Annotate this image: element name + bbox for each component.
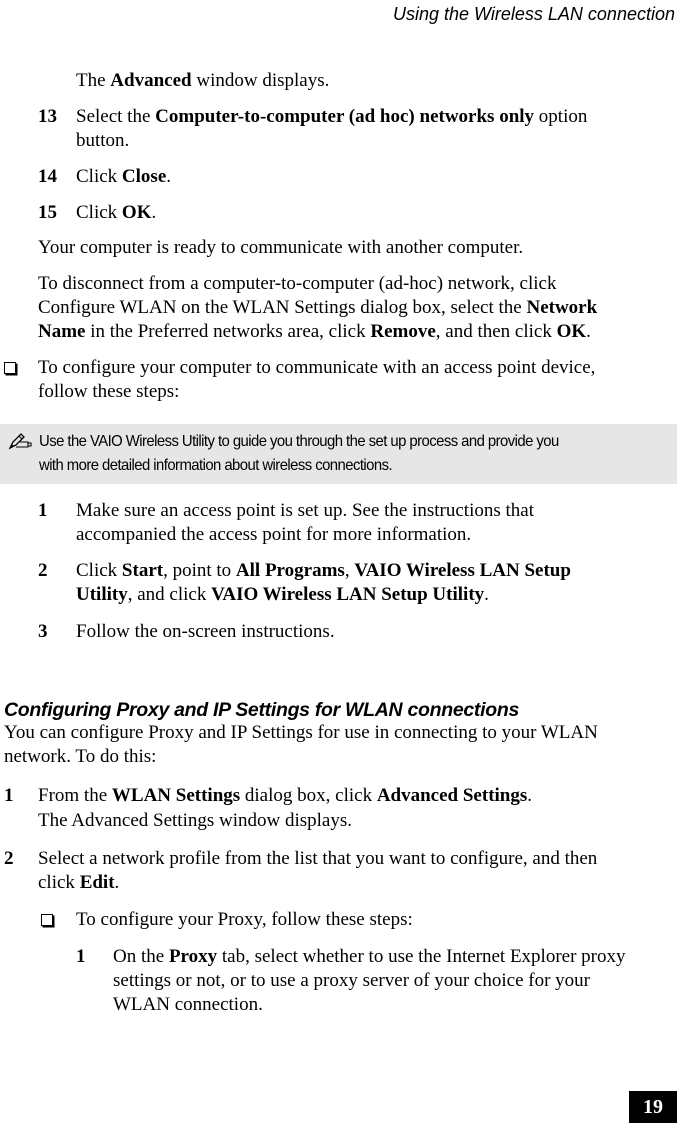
bold-utility: Utility <box>76 584 128 605</box>
step-text <box>76 105 587 129</box>
step-line3: WLAN connection. <box>113 994 263 1015</box>
bold-proxy: Proxy <box>168 946 218 967</box>
step-line1: Make sure an access point is set up. See the instructions that <box>76 500 535 521</box>
step-line2: settings or not, or to use a proxy server of your choice for your <box>113 970 590 991</box>
bold-remove: Remove <box>370 321 436 342</box>
note-text <box>39 430 627 478</box>
step-line2 <box>38 871 119 895</box>
step-number: 3 <box>38 621 48 642</box>
text: . <box>151 202 157 223</box>
step-line1 <box>38 784 532 808</box>
text: , <box>344 560 355 581</box>
text: , and click <box>127 584 212 605</box>
pencil-note-icon <box>8 432 34 450</box>
bold-advanced-settings: Advanced Settings <box>376 785 528 806</box>
text: , point to <box>163 560 236 581</box>
section-heading: Configuring Proxy and IP Settings for WLAN connections <box>4 699 520 722</box>
bold-start: Start <box>121 560 164 581</box>
step-line1: Select a network profile from the list that you want to configure, and then <box>38 848 598 869</box>
text: Configure WLAN on the WLAN Settings dialog box, select the <box>38 297 527 318</box>
step-line2: The Advanced Settings window displays. <box>38 810 352 831</box>
step-text <box>76 201 156 225</box>
text: On the <box>113 946 169 967</box>
text: Click <box>76 166 122 187</box>
advanced-window-intro <box>76 69 329 93</box>
running-header-title: Using the Wireless LAN connection <box>393 4 675 24</box>
checkbox-bullet-icon <box>41 914 53 926</box>
note-box <box>0 424 677 484</box>
text: . <box>484 584 489 605</box>
bold-ok: OK <box>556 321 587 342</box>
text: . <box>114 872 120 893</box>
text: . <box>166 166 171 187</box>
checkbox-bullet-icon <box>4 362 16 374</box>
bold-advanced: Advanced <box>110 70 192 91</box>
step-text <box>76 165 171 189</box>
disconnect-line1: To disconnect from a computer-to-computer (ad-hoc) network, click <box>38 273 557 294</box>
bold-edit: Edit <box>79 872 115 893</box>
step-number: 2 <box>38 560 48 581</box>
bullet-text: To configure your Proxy, follow these steps: <box>76 909 413 930</box>
proxy-intro-line2: network. To do this: <box>4 746 157 767</box>
step-number: 15 <box>38 202 57 223</box>
step-number: 1 <box>4 785 14 806</box>
bullet-line1: To configure your computer to communicate with an access point device, <box>38 357 596 378</box>
bullet-line2: follow these steps: <box>38 381 180 402</box>
bold-network: Network <box>526 297 598 318</box>
bold-all-programs: All Programs <box>235 560 345 581</box>
text: in the Preferred networks area, click <box>85 321 371 342</box>
step-number: 13 <box>38 106 57 127</box>
bold-close: Close <box>121 166 167 187</box>
bold-vaio-setup-utility: VAIO Wireless LAN Setup Utility <box>211 584 485 605</box>
disconnect-line3 <box>38 320 591 344</box>
step-number: 1 <box>38 500 48 521</box>
text: option <box>534 106 588 127</box>
step-line1 <box>76 559 571 583</box>
bold-wlan-settings: WLAN Settings <box>111 785 241 806</box>
step-number: 2 <box>4 848 14 869</box>
disconnect-line2 <box>38 296 597 320</box>
step-number: 14 <box>38 166 57 187</box>
text: dialog box, click <box>240 785 377 806</box>
step-text: Follow the on-screen instructions. <box>76 621 335 642</box>
text: Click <box>76 202 122 223</box>
bold-name: Name <box>38 321 86 342</box>
step-text-line2: button. <box>76 130 130 151</box>
step-number: 1 <box>76 946 86 967</box>
bold-option-name: Computer-to-computer (ad hoc) networks only <box>155 106 535 127</box>
bold-ok: OK <box>121 202 152 223</box>
step-line1 <box>113 945 626 969</box>
proxy-intro-line1: You can configure Proxy and IP Settings for use in connecting to your WLAN <box>4 722 598 743</box>
text: Select the <box>76 106 156 127</box>
text: click <box>38 872 80 893</box>
text: . <box>586 321 591 342</box>
note-line1: Use the VAIO Wireless Utility to guide you through the set up process and provide you <box>39 433 559 450</box>
page-number-badge: 19 <box>629 1091 677 1123</box>
text: The <box>76 70 111 91</box>
text: From the <box>38 785 112 806</box>
text: tab, select whether to use the Internet Explorer proxy <box>217 946 626 967</box>
ready-text: Your computer is ready to communicate with another computer. <box>38 237 524 258</box>
text: . <box>527 785 533 806</box>
step-line2: accompanied the access point for more information. <box>76 524 472 545</box>
text: Click <box>76 560 122 581</box>
note-line2: with more detailed information about wireless connections. <box>39 457 393 474</box>
bold-vaio-setup: VAIO Wireless LAN Setup <box>354 560 571 581</box>
text: , and then click <box>435 321 557 342</box>
text: window displays. <box>191 70 330 91</box>
step-line2 <box>76 583 489 607</box>
